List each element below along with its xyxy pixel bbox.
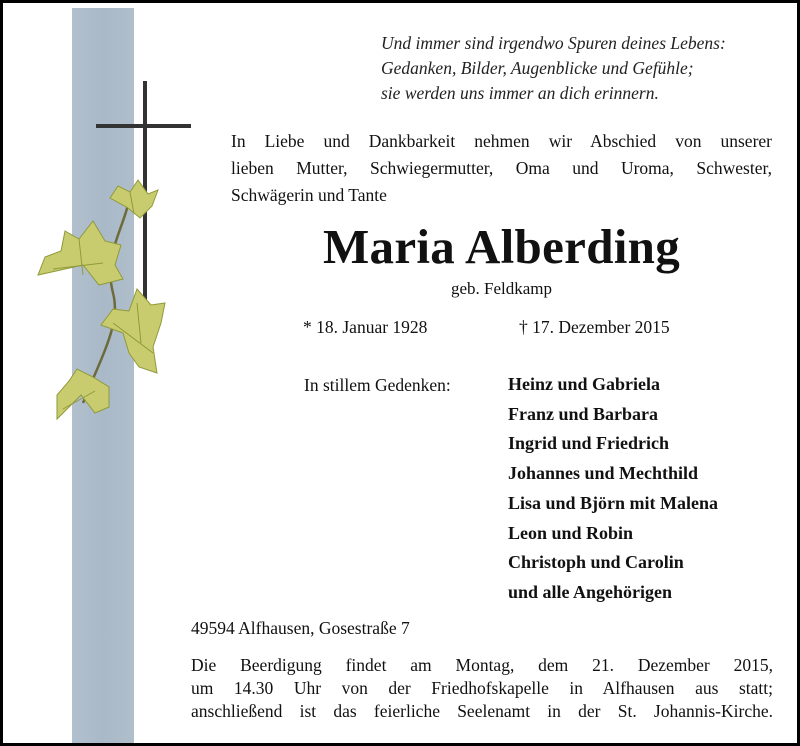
mourners-list xyxy=(508,370,718,608)
quote-line: sie werden uns immer an dich erinnern. xyxy=(381,83,659,103)
mourner-name: Johannes und Mechthild xyxy=(508,463,699,484)
funeral-line: Die Beerdigung findet am Montag, dem 21. Dezember 2015, xyxy=(191,655,773,675)
mourner-name: Leon und Robin xyxy=(508,522,634,543)
mourner-name: Ingrid und Friedrich xyxy=(508,433,670,454)
ivy-leaf-icon xyxy=(57,369,109,419)
family-address: 49594 Alfhausen, Gosestraße 7 xyxy=(191,618,410,638)
deceased-name: Maria Alberding xyxy=(322,219,681,274)
epitaph-quote xyxy=(381,31,726,106)
intro-text xyxy=(231,128,772,209)
mourner-name: Heinz und Gabriela xyxy=(508,374,661,394)
birth-date: * 18. Januar 1928 xyxy=(303,317,428,337)
mourner-name: Christoph und Carolin xyxy=(508,552,684,573)
intro-line: Schwägerin und Tante xyxy=(231,185,387,205)
quote-line: Gedanken, Bilder, Augenblicke und Gefühle; xyxy=(381,58,694,78)
mourner-name: Franz und Barbara xyxy=(508,403,659,424)
death-date: † 17. Dezember 2015 xyxy=(519,317,670,337)
mourner-name: Lisa und Björn mit Malena xyxy=(508,492,719,513)
funeral-details xyxy=(191,654,773,723)
intro-line: In Liebe und Dankbarkeit nehmen wir Abschied von unserer xyxy=(231,131,772,151)
funeral-line: anschließend ist das feierliche Seelenamt in der St. Johannis-Kirche. xyxy=(191,701,773,721)
ivy-leaf-icon xyxy=(38,221,123,285)
funeral-line: um 14.30 Uhr von der Friedhofskapelle in Alfhausen aus statt; xyxy=(191,678,773,698)
intro-line: lieben Mutter, Schwiegermutter, Oma und Uroma, Schwester, xyxy=(231,158,772,178)
quote-line: Und immer sind irgendwo Spuren deines Lebens: xyxy=(381,33,726,53)
birth-name: geb. Feldkamp xyxy=(450,279,553,298)
ivy-leaf-icon xyxy=(110,180,158,218)
memoriam-label: In stillem Gedenken: xyxy=(304,375,451,395)
mourner-name: und alle Angehörigen xyxy=(508,581,673,602)
